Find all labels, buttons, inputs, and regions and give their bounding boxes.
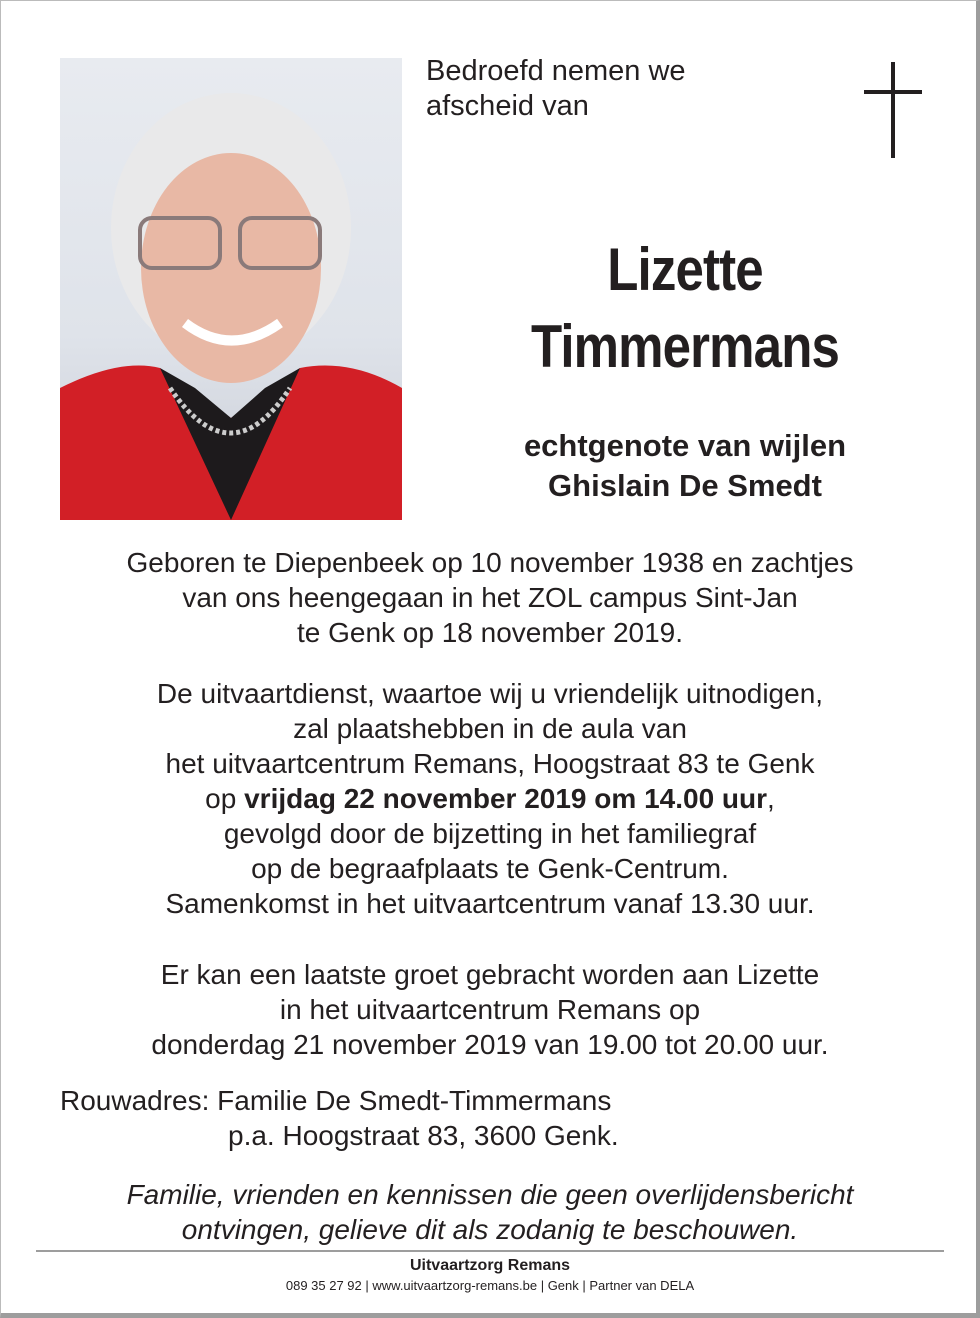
text-line: gevolgd door de bijzetting in het familiegraf — [223, 818, 757, 849]
intro-line: Bedroefd nemen we — [426, 55, 686, 87]
deceased-last-name: Timmermans — [530, 313, 840, 380]
spouse-line: Ghislain De Smedt — [548, 468, 822, 503]
deceased-first-name: Lizette — [607, 236, 763, 303]
text: , — [767, 783, 775, 814]
footer-info: 089 35 27 92 | www.uitvaartzorg-remans.be | Genk | Partner van DELA — [285, 1278, 695, 1293]
text-line: Geboren te Diepenbeek op 10 november 1938 en zachtjes — [126, 547, 854, 578]
text-line: van ons heengegaan in het ZOL campus Sint-Jan — [182, 582, 798, 613]
text-line: ontvingen, gelieve dit als zodanig te beschouwen. — [181, 1214, 799, 1245]
service-text — [40, 676, 940, 921]
portrait-photo — [60, 58, 402, 520]
address-text — [60, 1083, 619, 1153]
text-line: zal plaatshebben in de aula van — [293, 713, 687, 744]
service-date-line — [40, 781, 940, 816]
text-line: Familie, vrienden en kennissen die geen overlijdensbericht — [126, 1179, 854, 1210]
text-line: p.a. Hoogstraat 83, 3600 Genk. — [228, 1120, 619, 1151]
cross-icon — [864, 62, 922, 158]
text-line: Samenkomst in het uitvaartcentrum vanaf 13.30 uur. — [165, 888, 815, 919]
text-line: op de begraafplaats te Genk-Centrum. — [251, 853, 729, 884]
birth-death-text — [40, 545, 940, 650]
text-line: donderdag 21 november 2019 van 19.00 tot 20.00 uur. — [151, 1029, 829, 1060]
text-line: het uitvaartcentrum Remans, Hoogstraat 83 te Genk — [165, 748, 815, 779]
intro-line: afscheid van — [426, 90, 589, 122]
divider — [36, 1250, 944, 1252]
intro-text — [426, 54, 686, 124]
notice-text — [40, 1177, 940, 1247]
text-line: in het uitvaartcentrum Remans op — [279, 994, 701, 1025]
text-line: Er kan een laatste groet gebracht worden aan Lizette — [160, 959, 820, 990]
text-line: De uitvaartdienst, waartoe wij u vriendelijk uitnodigen, — [156, 678, 824, 709]
service-date: vrijdag 22 november 2019 om 14.00 uur — [244, 783, 768, 814]
spouse-line: echtgenote van wijlen — [523, 428, 847, 463]
text-line: te Genk op 18 november 2019. — [296, 617, 684, 648]
spouse-text — [440, 426, 930, 506]
footer-company: Uitvaartzorg Remans — [409, 1257, 571, 1274]
text-line: Rouwadres: Familie De Smedt-Timmermans — [60, 1085, 612, 1116]
visitation-text — [40, 957, 940, 1062]
text: op — [205, 783, 245, 814]
